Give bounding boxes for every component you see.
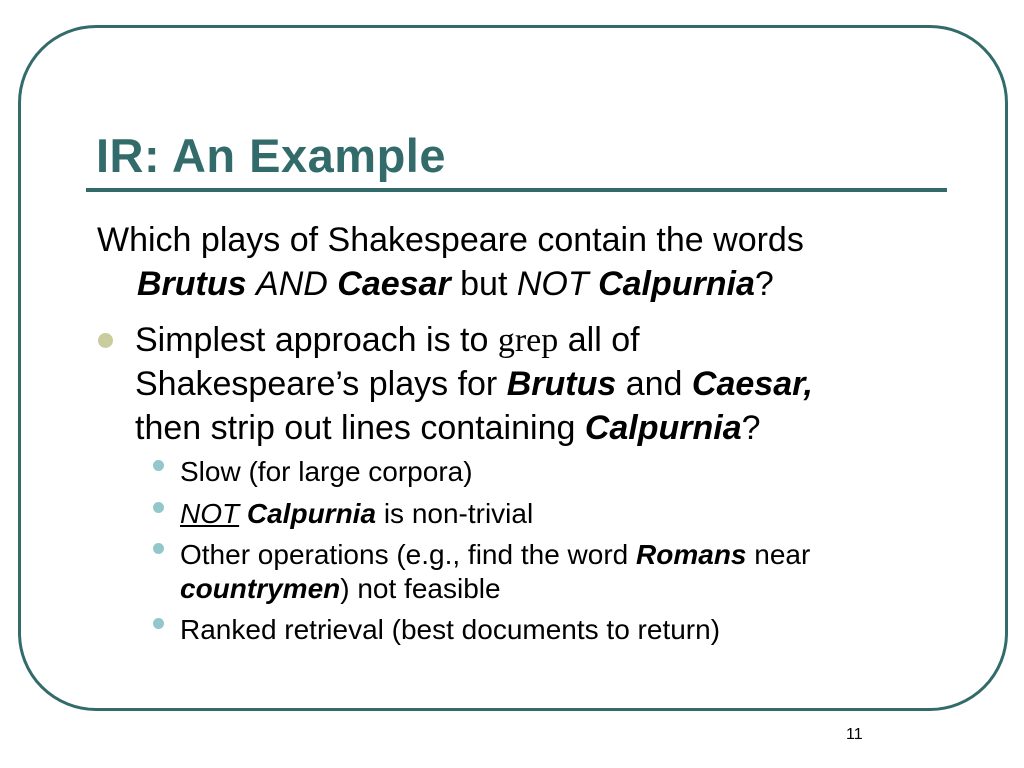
page-number: 11 (846, 726, 863, 743)
term-caesar: Caesar (337, 265, 451, 303)
sub-bullet-1: Slow (for large corpora) (180, 456, 473, 487)
sub-bullet-icon (153, 460, 164, 471)
question-line-2 (137, 264, 774, 304)
sub-bullet-4: Ranked retrieval (best documents to return) (180, 614, 721, 645)
sub-bullet-3-cont (180, 572, 501, 606)
text: Simplest approach is to (135, 321, 489, 359)
text: Other operations (e.g., find the word (180, 539, 629, 570)
term-calpurnia: Calpurnia (246, 498, 377, 529)
term-brutus: Brutus (506, 365, 617, 403)
text: near (754, 539, 811, 570)
operator-not: NOT (180, 498, 240, 529)
term-brutus: Brutus (137, 265, 247, 303)
text: then strip out lines containing (135, 409, 576, 447)
bullet-icon (98, 333, 113, 348)
term-calpurnia: Calpurnia (584, 409, 742, 447)
operator-not: NOT (516, 265, 589, 303)
term-caesar: Caesar, (691, 365, 813, 403)
text: Which plays of Shakespeare contain the words (97, 221, 804, 259)
sub-bullet-icon (153, 543, 164, 554)
term-countrymen: countrymen (180, 573, 341, 604)
bullet-line-3 (135, 408, 761, 448)
text: ) not feasible (340, 573, 501, 604)
text: Shakespeare’s plays for (135, 365, 498, 403)
text: ? (741, 409, 761, 447)
text: all of (567, 321, 640, 359)
sub-bullet-2 (180, 497, 533, 531)
sub-bullet-icon (153, 618, 164, 629)
term-romans: Romans (636, 539, 747, 570)
text: ? (754, 265, 774, 303)
term-grep: grep (497, 322, 559, 359)
text: is non-trivial (383, 498, 534, 529)
bullet-line-2 (135, 364, 813, 404)
bullet-line-1 (135, 320, 640, 361)
text: and (625, 365, 683, 403)
operator-and: AND (256, 265, 328, 303)
title-divider (86, 188, 947, 192)
text: but (460, 265, 508, 303)
term-calpurnia: Calpurnia (598, 265, 755, 303)
sub-bullet-icon (153, 502, 164, 513)
slide-title: IR: An Example (96, 129, 446, 182)
sub-bullet-3 (180, 538, 810, 572)
question-line-1 (97, 220, 804, 260)
